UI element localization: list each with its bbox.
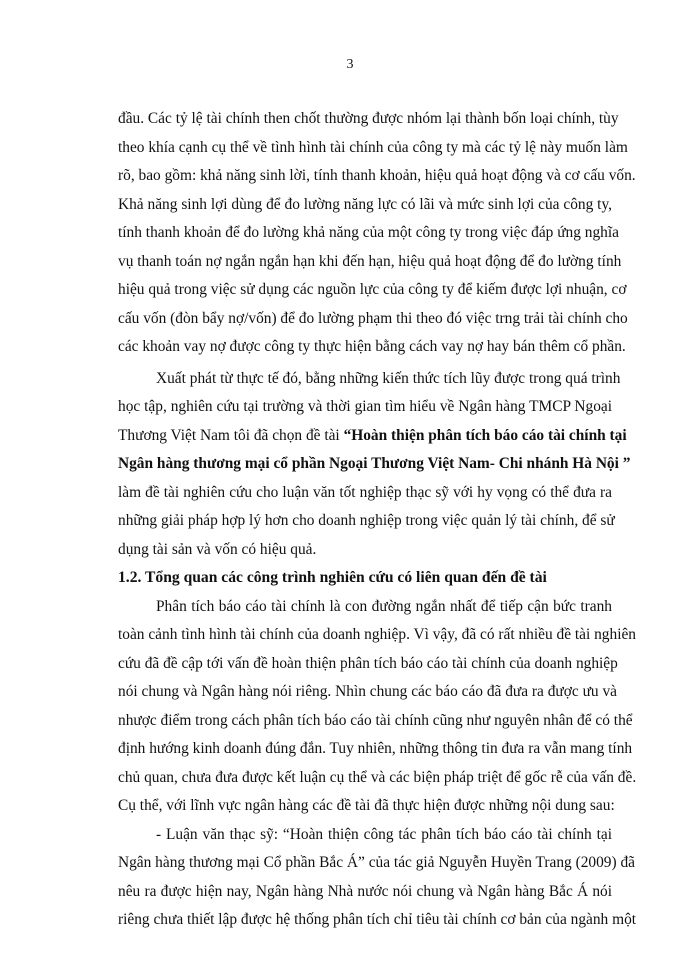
text-line: chủ quan, chưa đưa được kết luận cụ thể và các biện pháp triệt để gốc rễ của vấn đề. [118, 768, 637, 786]
page-number: 3 [346, 57, 354, 72]
body-text [118, 105, 637, 935]
text-line [118, 422, 627, 451]
text-line: làm đề tài nghiên cứu cho luận văn tốt nghiệp thạc sỹ với hy vọng có thể đưa ra [118, 483, 612, 501]
text-run: Thương Việt Nam tôi đã chọn đề tài [118, 426, 344, 444]
text-line: Ngân hàng thương mại Cổ phần Bắc Á” của tác giả Nguyễn Huyền Trang (2009) đã [118, 854, 635, 871]
paragraph-2 [118, 365, 631, 565]
text-line: riêng chưa thiết lập được hệ thống phân tích chỉ tiêu tài chính cơ bản của ngành một [118, 911, 637, 928]
paragraph-1 [118, 105, 636, 362]
text-line: rõ, bao gồm: khả năng sinh lời, tính thanh khoản, hiệu quả hoạt động và cơ cấu vốn. [118, 167, 636, 184]
paragraph-4 [118, 821, 637, 935]
section-heading: 1.2. Tổng quan các công trình nghiên cứu có liên quan đến đề tài [118, 569, 547, 586]
text-line: Cụ thể, với lĩnh vực ngân hàng các đề tài đã thực hiện được những nội dung sau: [118, 797, 615, 814]
text-line: định hướng kinh doanh đúng đắn. Tuy nhiên, những thông tin đưa ra vẫn mang tính [118, 740, 633, 757]
text-line [118, 450, 631, 479]
text-line: các khoản vay nợ được công ty thực hiện bằng cách vay nợ hay bán thêm cổ phần. [118, 338, 626, 355]
text-line: nói chung và Ngân hàng nói riêng. Nhìn chung các báo cáo đã đưa ra được ưu và [118, 683, 617, 700]
text-line: Khả năng sinh lợi dùng để đo lường năng lực có lãi và mức sinh lợi của công ty, [118, 195, 612, 213]
text-line: theo khía cạnh cụ thể về tình hình tài chính của công ty mà các tỷ lệ này muốn làm [118, 138, 628, 156]
text-line: cứu đã đề cập tới vấn đề hoàn thiện phân tích báo cáo tài chính của doanh nghiệp [118, 654, 618, 672]
text-line: hiệu quả trong việc sử dụng các nguồn lực của công ty để kiếm được lợi nhuận, cơ [118, 281, 627, 298]
text-line: vụ thanh toán nợ ngắn ngắn hạn khi đến hạn, hiệu quả hoạt động để đo lường tính [118, 252, 622, 270]
paragraph-3 [118, 593, 637, 821]
text-line: đầu. Các tỷ lệ tài chính then chốt thường được nhóm lại thành bốn loại chính, tùy [118, 110, 619, 127]
text-line: Phân tích báo cáo tài chính là con đường ngắn nhất để tiếp cận bức tranh [156, 597, 612, 615]
thesis-title-start: “Hoàn thiện phân tích báo cáo tài chính tại [343, 426, 627, 444]
text-line: những giải pháp hợp lý hơn cho doanh nghiệp trong việc quản lý tài chính, để sử [118, 512, 615, 529]
text-line: nhược điểm trong cách phân tích báo cáo tài chính cũng như nguyên nhân để có thể [118, 711, 633, 729]
text-line: dụng tài sản và vốn có hiệu quả. [118, 540, 317, 558]
text-line: Xuất phát từ thực tế đó, bằng những kiến thức tích lũy được trong quá trình [156, 369, 621, 387]
text-line: nêu ra được hiện nay, Ngân hàng Nhà nước nói chung và Ngân hàng Bắc Á nói [118, 882, 612, 900]
text-line: toàn cảnh tình hình tài chính của doanh nghiệp. Vì vậy, đã có rất nhiều đề tài nghiên [118, 626, 637, 643]
text-line: học tập, nghiên cứu tại trường và thời gian tìm hiểu về Ngân hàng TMCP Ngoại [118, 398, 612, 415]
text-line: - Luận văn thạc sỹ: “Hoàn thiện công tác phân tích báo cáo tài chính tại [156, 825, 612, 843]
text-line: tính thanh khoản để đo lường khả năng của một công ty trong việc đáp ứng nghĩa [118, 224, 619, 241]
text-line: cấu vốn (đòn bẩy nợ/vốn) để đo lường phạm thi theo đó việc trng trải tài chính cho [118, 309, 628, 327]
thesis-title-end: Ngân hàng thương mại cổ phần Ngoại Thương Việt Nam- Chi nhánh Hà Nội ” [118, 455, 631, 472]
